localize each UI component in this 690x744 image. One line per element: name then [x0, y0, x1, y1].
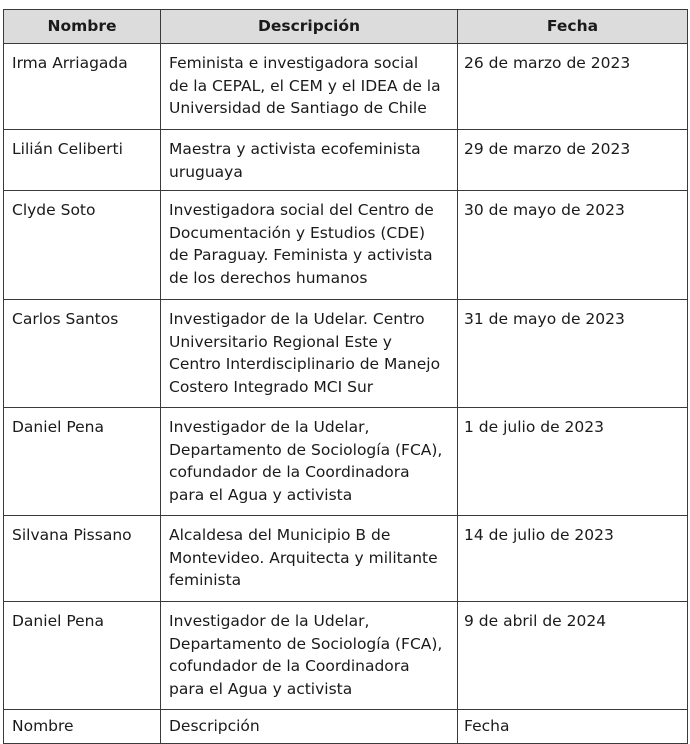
- header-descripcion: Descripción: [161, 10, 458, 44]
- table-row: [4, 130, 688, 191]
- header-fecha: Fecha: [458, 10, 688, 44]
- cell-descripcion: Maestra y activista ecofeminista uruguaya: [161, 130, 458, 191]
- cell-nombre: Nombre: [4, 710, 161, 744]
- cell-descripcion: Descripción: [161, 710, 458, 744]
- cell-descripcion: Feminista e investigadora social de la CEPAL, el CEM y el IDEA de la Universidad de Santiago de Chile: [161, 44, 458, 130]
- cell-fecha: 26 de marzo de 2023: [458, 44, 688, 130]
- table-row: [4, 516, 688, 602]
- table-row: [4, 191, 688, 300]
- interviewees-table: [3, 9, 688, 744]
- cell-nombre: Silvana Pissano: [4, 516, 161, 602]
- table-row: [4, 710, 688, 744]
- header-row: [4, 10, 688, 44]
- cell-nombre: Carlos Santos: [4, 300, 161, 408]
- cell-descripcion: Investigador de la Udelar, Departamento de Sociología (FCA), cofundador de la Coordinadora para el Agua y activista: [161, 602, 458, 710]
- cell-descripcion: Investigador de la Udelar. Centro Universitario Regional Este y Centro Interdisciplinario de Manejo Costero Integrado MCI Sur: [161, 300, 458, 408]
- cell-descripcion: Alcaldesa del Municipio B de Montevideo. Arquitecta y militante feminista: [161, 516, 458, 602]
- cell-fecha: 1 de julio de 2023: [458, 408, 688, 516]
- cell-descripcion: Investigadora social del Centro de Documentación y Estudios (CDE) de Paraguay. Feminista y activista de los derechos humanos: [161, 191, 458, 300]
- cell-fecha: 14 de julio de 2023: [458, 516, 688, 602]
- cell-descripcion: Investigador de la Udelar, Departamento de Sociología (FCA), cofundador de la Coordinadora para el Agua y activista: [161, 408, 458, 516]
- cell-nombre: Lilián Celiberti: [4, 130, 161, 191]
- cell-fecha: 9 de abril de 2024: [458, 602, 688, 710]
- table-row: [4, 44, 688, 130]
- cell-nombre: Daniel Pena: [4, 408, 161, 516]
- header-nombre: Nombre: [4, 10, 161, 44]
- cell-nombre: Daniel Pena: [4, 602, 161, 710]
- cell-fecha: 30 de mayo de 2023: [458, 191, 688, 300]
- cell-nombre: Irma Arriagada: [4, 44, 161, 130]
- table-row: [4, 602, 688, 710]
- cell-fecha: 31 de mayo de 2023: [458, 300, 688, 408]
- table-row: [4, 300, 688, 408]
- cell-fecha: 29 de marzo de 2023: [458, 130, 688, 191]
- table-row: [4, 408, 688, 516]
- cell-fecha: Fecha: [458, 710, 688, 744]
- cell-nombre: Clyde Soto: [4, 191, 161, 300]
